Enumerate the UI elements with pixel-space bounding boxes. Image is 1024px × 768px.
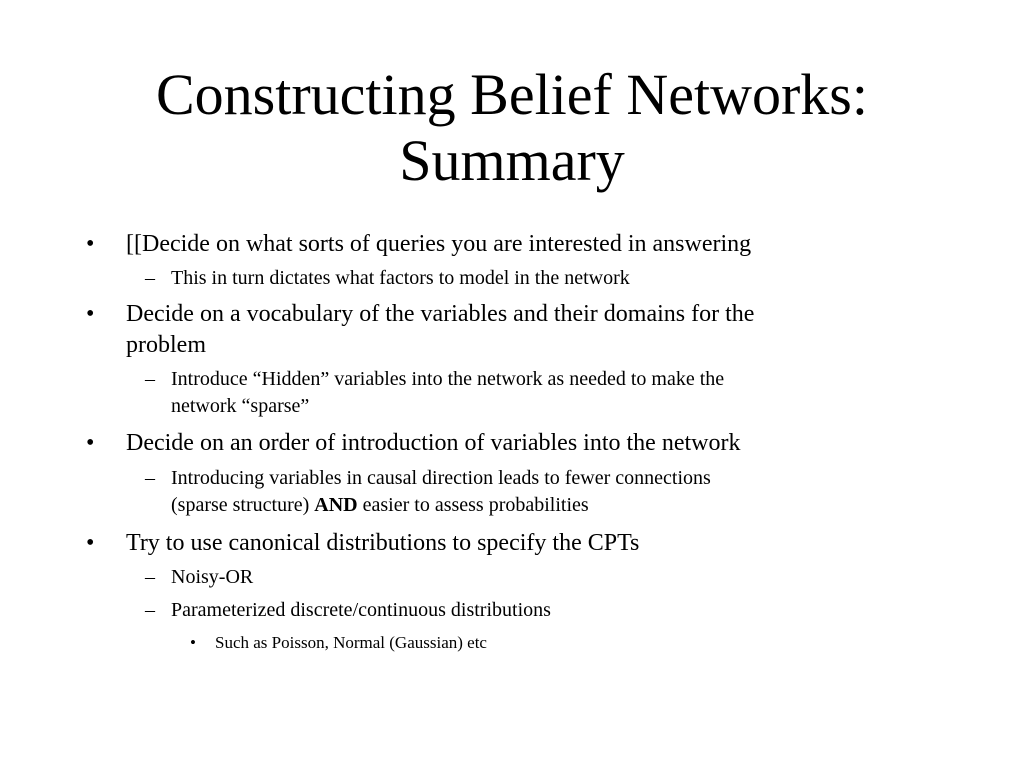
bullet-1-text: [[Decide on what sorts of queries you are interested in answering	[126, 231, 752, 257]
bullet-3-sub-1-text-line-2	[171, 492, 589, 519]
bullet-2-sub-1-text-line-1: Introduce “Hidden” variables into the network as needed to make the	[171, 368, 725, 390]
bullet-4-text: Try to use canonical distributions to specify the CPTs	[126, 530, 640, 556]
bullet-3-sub-1-text-line-1: Introducing variables in causal direction leads to fewer connections	[171, 467, 711, 489]
bullet-marker: •	[86, 430, 95, 456]
bullet-1-sub-1-text: This in turn dictates what factors to model in the network	[171, 267, 630, 289]
bullet-2-text-line-1: Decide on a vocabulary of the variables and their domains for the	[126, 301, 755, 327]
dash-marker: –	[145, 599, 155, 621]
bullet-3-sub-1-text-post: easier to assess probabilities	[357, 494, 589, 516]
bullet-marker: •	[86, 301, 95, 327]
bullet-3-sub-1-text-pre: (sparse structure)	[171, 494, 315, 516]
bullet-2-sub-1-text-line-2: network “sparse”	[171, 395, 310, 417]
dash-marker: –	[145, 467, 155, 489]
bullet-3-text: Decide on an order of introduction of variables into the network	[126, 430, 741, 456]
slide-title	[60, 62, 964, 194]
bullet-2-text-line-2: problem	[126, 332, 206, 358]
bullet-4-sub-1-text: Noisy-OR	[171, 566, 254, 588]
bullet-4-sub-2-sub-1-text: Such as Poisson, Normal (Gaussian) etc	[215, 633, 487, 652]
bullet-marker: •	[86, 231, 95, 257]
dash-marker: –	[145, 368, 155, 390]
emphasis-and: AND	[314, 494, 358, 516]
slide-title-line-2: Summary	[399, 128, 625, 193]
dash-marker: –	[145, 566, 155, 588]
bullet-4-sub-2-text: Parameterized discrete/continuous distributions	[171, 599, 551, 621]
slide-title-line-1: Constructing Belief Networks:	[155, 62, 868, 127]
dash-marker: –	[145, 267, 155, 289]
bullet-marker: •	[190, 633, 196, 652]
bullet-marker: •	[86, 530, 95, 556]
